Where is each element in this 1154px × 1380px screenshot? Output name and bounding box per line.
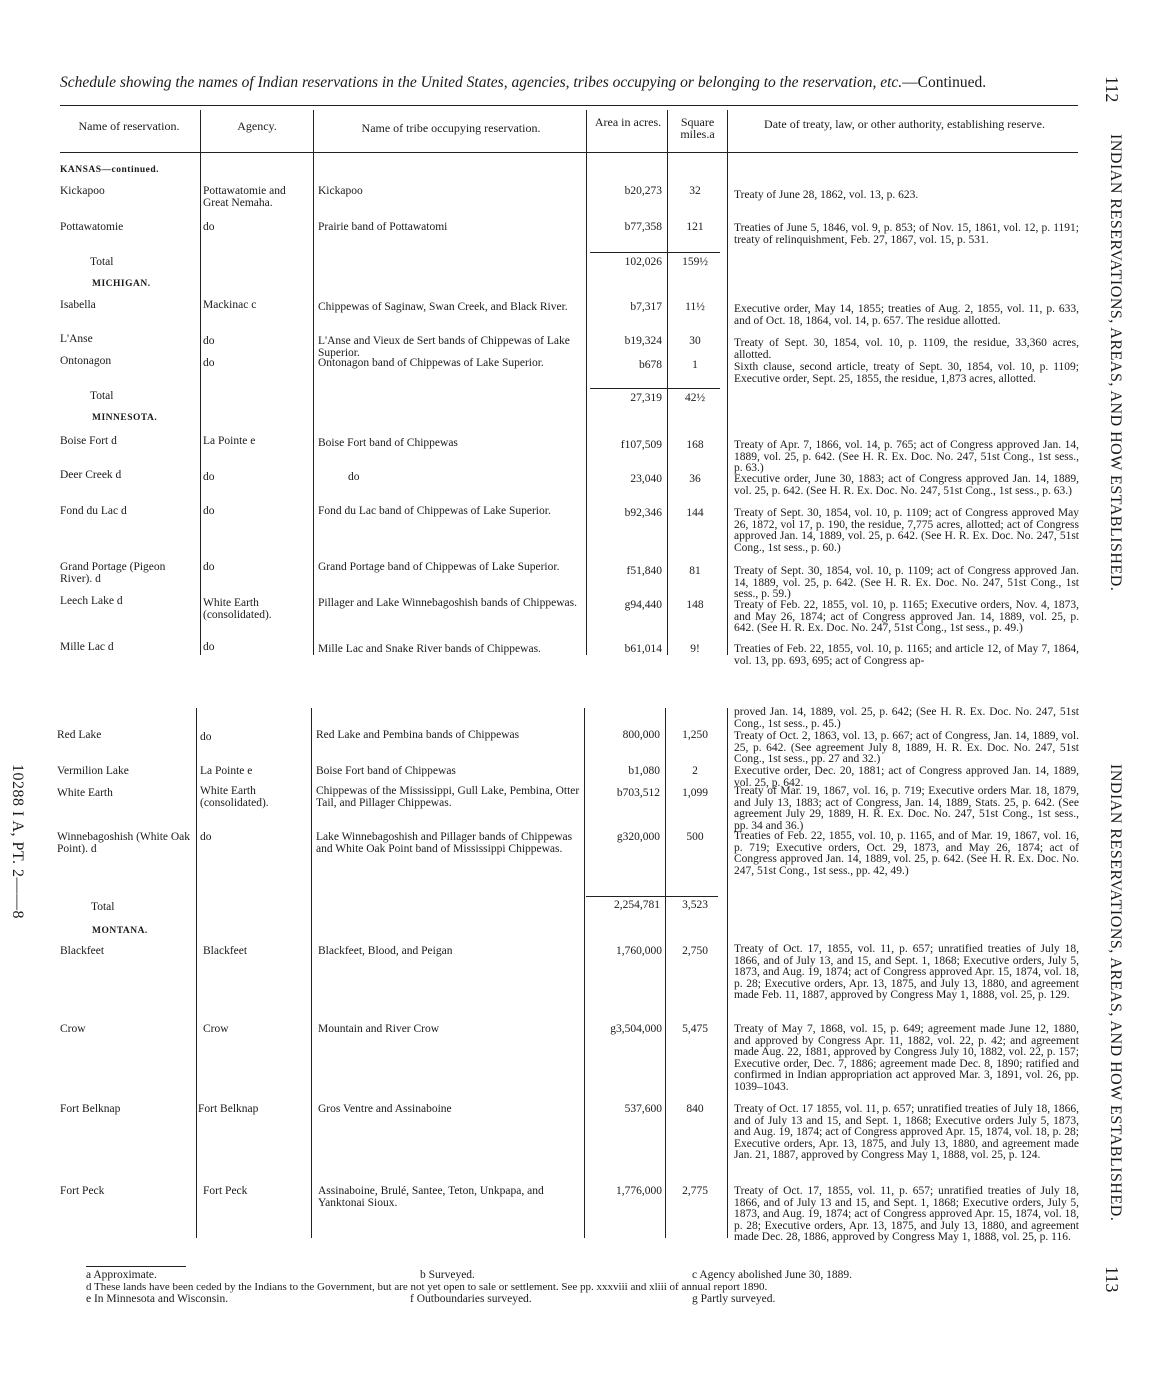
header-area: Area in acres. xyxy=(594,115,662,129)
row-blackfeet-name: Blackfeet xyxy=(60,946,105,957)
state-montana: MONTANA. xyxy=(92,926,148,936)
row-grand-portage-area: f51,840 xyxy=(626,565,662,577)
row-kickapoo-name: Kickapoo xyxy=(60,186,105,197)
footnote-rule xyxy=(86,1266,186,1267)
kansas-total-rule xyxy=(590,252,720,253)
row-fond-du-lac-treaty: Treaty of Sept. 30, 1854, vol. 10, p. 1109; act of Congress approved May 26, 1872, vol 17, p. 190, the residue, 7,775 acres, allotted; act of Congress approved Jan. 14, 1889, vol. 25, p. 642. (See H. R. Ex. Doc. No. 247, 51st Cong., 1st sess., p. 60.) xyxy=(734,507,1079,554)
row-blackfeet-agency: Blackfeet xyxy=(203,945,248,957)
row-mille-lac-treaty: Treaties of Feb. 22, 1855, vol. 10, p. 1165; and article 12, of May 7, 1864, vol. 13, pp. 693, 695; act of Congress ap- xyxy=(734,643,1079,667)
state-minnesota: MINNESOTA. xyxy=(92,413,158,423)
page-title xyxy=(60,74,1080,92)
state-michigan: MICHIGAN. xyxy=(92,279,151,289)
row-white-earth-treaty: Treaty of Mar. 19, 1867, vol. 16, p. 719; Executive orders Mar. 18, 1879, and July 13, 1883; act of Congress, Jan. 14, 1889, Stats. 25, p. 642. (See agreement July 29, 1889, H. R. Ex. Doc. No. 247, 51st Cong., 1st sess., pp. 34 and 36.) xyxy=(734,785,1079,832)
row-grand-portage-tribe: Grand Portage band of Chippewas of Lake Superior. xyxy=(318,561,560,573)
page-number-left: 112 xyxy=(1102,76,1122,103)
row-mille-lac-tribe: Mille Lac and Snake River bands of Chippewas. xyxy=(318,643,541,655)
row-deer-creek-agency: do xyxy=(203,471,215,483)
col-rule-4b xyxy=(665,708,666,1238)
row-ontonagon-agency: do xyxy=(203,357,215,369)
col-rule-2b xyxy=(311,708,312,1238)
footnote-g: g Partly surveyed. xyxy=(692,1293,776,1305)
row-fort-belknap-agency: Fort Belknap xyxy=(198,1103,259,1115)
header-name: Name of reservation. xyxy=(78,119,180,133)
row-pottawatomie-area: b77,358 xyxy=(624,221,662,233)
row-ontonagon-treaty: Sixth clause, second article, treaty of Sept. 30, 1854, vol. 10, p. 1109; Executive order, Sept. 25, 1855, the residue, 1,873 acres, allotted. xyxy=(734,361,1079,385)
row-isabella-name: Isabella xyxy=(60,300,96,311)
row-leech-lake-square: 148 xyxy=(686,599,704,611)
row-ontonagon-area: b678 xyxy=(639,359,662,371)
row-fort-belknap-tribe: Gros Ventre and Assinaboine xyxy=(318,1103,452,1115)
footnote-e: e In Minnesota and Wisconsin. xyxy=(86,1293,229,1305)
minnesota-total-rule xyxy=(586,896,718,897)
row-crow-treaty: Treaty of May 7, 1868, vol. 15, p. 649; agreement made June 12, 1880, and approved by Congress Apr. 11, 1882, vol. 22, p. 42; and agreement made Aug. 22, 1881, approved by Congress July 10, 1882, vol. 22, p. 157; Executive order, Dec. 7, 1886; agreement made Dec. 8, 1890; ratified and confirmed in Indian appropriation act approved Mar. 3, 1891, vol. 26, pp. 1039–1043. xyxy=(734,1023,1079,1093)
row-leech-lake-agency: White Earth (consolidated). xyxy=(203,597,272,621)
row-pottawatomie-agency: do xyxy=(203,221,215,233)
row-deer-creek-square: 36 xyxy=(689,473,701,485)
row-kickapoo-square: 32 xyxy=(689,185,701,197)
row-ontonagon-tribe: Ontonagon band of Chippewas of Lake Superior. xyxy=(318,357,544,369)
row-white-earth-name: White Earth xyxy=(57,787,113,799)
row-mille-lac-area: b61,014 xyxy=(624,643,662,655)
row-leech-lake-tribe: Pillager and Lake Winnebagoshish bands of Chippewas. xyxy=(318,597,577,609)
kansas-total-label: Total xyxy=(90,257,114,268)
row-fort-belknap-treaty: Treaty of Oct. 17 1855, vol. 11, p. 657; unratified treaties of July 18, 1866, and of July 13 and 15, and Sept. 1, 1868; Executive orders July 5, 1873, and Aug. 19, 1874; act of Congress approved Apr. 15, 1874, vol. 18, p. 28; Executive orders, Apr. 13, 1875, and July 13, 1880, and agreement made Jan. 21, 1887, approved by Congress May 1, 1888, vol. 25, p. 124. xyxy=(734,1103,1079,1161)
row-fort-belknap-name: Fort Belknap xyxy=(60,1104,121,1115)
row-winnebagoshish-treaty: Treaties of Feb. 22, 1855, vol. 10, p. 1165, and of Mar. 19, 1867, vol. 16, p. 719; Executive orders, Oct. 29, 1873, and May 26, 1874; act of Congress approved Jan. 14, 1889, vol. 25, p. 642. (See H. R. Ex. Doc. No. 247, 51st Cong., 1st sess., pp. 42, 49.) xyxy=(734,830,1079,877)
header-rule xyxy=(60,152,1078,153)
row-lanse-agency: do xyxy=(203,335,215,347)
row-boise-fort-name: Boise Fort d xyxy=(60,436,117,447)
row-fond-du-lac-tribe: Fond du Lac band of Chippewas of Lake Superior. xyxy=(318,505,551,517)
row-red-lake-square: 1,250 xyxy=(682,729,708,741)
header-square-miles: Square miles.a xyxy=(680,115,715,141)
kansas-total-area: 102,026 xyxy=(624,256,662,268)
row-vermilion-name: Vermilion Lake xyxy=(57,765,129,777)
row-crow-name: Crow xyxy=(60,1024,86,1035)
row-fort-peck-square: 2,775 xyxy=(682,1185,708,1197)
row-winnebagoshish-area: g320,000 xyxy=(616,831,660,843)
row-fort-peck-treaty: Treaty of Oct. 17, 1855, vol. 11, p. 657; unratified treaties of July 18, 1866, and of July 13 and 15, and Sept. 1, 1868; Executive orders, July 5, 1873, and Aug. 19, 1874; act of Congress approved Apr. 15, 1874, vol. 18, p. 28; Executive orders, Apr. 13, 1875, and July 13, 1880, and agreement made Dec. 28, 1886, approved by Congress May 1, 1888, vol. 25, p. 116. xyxy=(734,1185,1079,1243)
row-fond-du-lac-square: 144 xyxy=(686,507,704,519)
row-pottawatomie-name: Pottawatomie xyxy=(60,222,124,233)
michigan-total-square: 42½ xyxy=(684,392,706,404)
row-vermilion-treaty: Executive order, Dec. 20, 1881; act of Congress approved Jan. 14, 1889, vol. 25, p. 642. xyxy=(734,765,1079,789)
row-kickapoo-agency: Pottawatomie and Great Nemaha. xyxy=(203,185,286,209)
footnote-b: b Surveyed. xyxy=(420,1269,475,1281)
row-winnebagoshish-agency: do xyxy=(200,831,212,843)
row-red-lake-area: 800,000 xyxy=(622,729,660,741)
header-agency: Agency. xyxy=(237,119,277,133)
row-lanse-area: b19,324 xyxy=(624,335,662,347)
row-fort-peck-tribe: Assinaboine, Brulé, Santee, Teton, Unkpapa, and Yanktonai Sioux. xyxy=(318,1185,544,1209)
row-blackfeet-tribe: Blackfeet, Blood, and Peigan xyxy=(318,945,453,957)
row-fort-peck-name: Fort Peck xyxy=(60,1186,105,1197)
col-rule-3 xyxy=(586,110,587,655)
row-leech-lake-treaty: Treaty of Feb. 22, 1855, vol. 10, p. 1165; Executive orders, Nov. 4, 1873, and May 26, 1874; act of Congress approved Jan. 14, 1889, vol. 25, p. 642. (See H. R. Ex. Doc. No. 247, 51st Cong., 1st sess., p. 49.) xyxy=(734,599,1079,634)
row-pottawatomie-treaty: Treaties of June 5, 1846, vol. 9, p. 853; of Nov. 15, 1861, vol. 12, p. 1191; treaty of relinquishment, Feb. 27, 1867, vol. 15, p. 531. xyxy=(734,222,1079,246)
michigan-total-area: 27,319 xyxy=(630,392,662,404)
row-lanse-tribe: L'Anse and Vieux de Sert bands of Chippewas of Lake Superior. xyxy=(318,335,570,359)
row-crow-agency: Crow xyxy=(203,1023,229,1035)
minnesota-total-square: 3,523 xyxy=(682,899,708,911)
row-vermilion-area: b1,080 xyxy=(628,765,660,777)
row-fond-du-lac-agency: do xyxy=(203,505,215,517)
row-grand-portage-name: Grand Portage (Pigeon River). d xyxy=(60,562,166,585)
row-deer-creek-name: Deer Creek d xyxy=(60,470,122,481)
row-winnebagoshish-square: 500 xyxy=(686,831,704,843)
row-leech-lake-name: Leech Lake d xyxy=(60,596,123,607)
title-italic: Schedule showing the names of Indian reservations in the United States, agencies, tribes occupying or belonging to the reservation, etc. xyxy=(60,74,903,91)
row-pottawatomie-square: 121 xyxy=(686,221,704,233)
col-rule-2 xyxy=(313,110,314,655)
row-fort-belknap-area: 537,600 xyxy=(624,1103,662,1115)
minnesota-total-area: 2,254,781 xyxy=(614,899,660,911)
row-blackfeet-area: 1,760,000 xyxy=(616,945,662,957)
row-fort-peck-area: 1,776,000 xyxy=(616,1185,662,1197)
col-rule-5 xyxy=(727,110,728,655)
footnote-d: d These lands have been ceded by the Indians to the Government, but are not yet open to sale or settlement. See pp. xxxviii and xliii of annual report 1890. xyxy=(86,1281,768,1293)
row-leech-lake-area: g94,440 xyxy=(624,599,662,611)
row-boise-fort-tribe: Boise Fort band of Chippewas xyxy=(318,437,458,449)
row-isabella-treaty: Executive order, May 14, 1855; treaties of Aug. 2, 1855, vol. 11, p. 633, and of Oct. 18, 1864, vol. 14, p. 657. The residue allotted. xyxy=(734,303,1079,327)
row-kickapoo-treaty: Treaty of June 28, 1862, vol. 13, p. 623. xyxy=(734,189,919,201)
michigan-total-rule xyxy=(590,388,720,389)
row-mille-lac-agency: do xyxy=(203,641,215,653)
row-pottawatomie-tribe: Prairie band of Pottawatomi xyxy=(318,221,448,233)
row-grand-portage-square: 81 xyxy=(689,565,701,577)
michigan-total-label: Total xyxy=(90,391,114,402)
row-white-earth-agency: White Earth (consolidated). xyxy=(200,785,269,809)
row-red-lake-treaty: Treaty of Oct. 2, 1863, vol. 13, p. 667; act of Congress, Jan. 14, 1889, vol. 25, p. 642. (See agreement July 8, 1889, H. R. Ex. Doc. No. 247, 51st Cong., 1st sess., pp. 27 and 32.) xyxy=(734,730,1079,765)
col-rule-4 xyxy=(667,110,668,655)
row-boise-fort-agency: La Pointe e xyxy=(203,435,256,447)
row-crow-area: g3,504,000 xyxy=(610,1023,662,1035)
row-white-earth-area: b703,512 xyxy=(616,787,660,799)
row-vermilion-tribe: Boise Fort band of Chippewas xyxy=(316,765,456,777)
footnote-c: c Agency abolished June 30, 1889. xyxy=(692,1269,853,1281)
row-lanse-square: 30 xyxy=(689,335,701,347)
row-boise-fort-area: f107,509 xyxy=(620,439,662,451)
row-ontonagon-name: Ontonagon xyxy=(60,356,112,367)
row-red-lake-agency: do xyxy=(200,731,212,743)
row-ontonagon-square: 1 xyxy=(692,359,698,371)
row-isabella-tribe: Chippewas of Saginaw, Swan Creek, and Black River. xyxy=(318,301,568,313)
footnote-f: f Outboundaries surveyed. xyxy=(410,1293,532,1305)
row-vermilion-square: 2 xyxy=(692,765,698,777)
row-deer-creek-area: 23,040 xyxy=(630,473,662,485)
row-fond-du-lac-name: Fond du Lac d xyxy=(60,506,127,517)
top-rule xyxy=(60,105,1078,106)
page-number-right: 113 xyxy=(1102,1266,1122,1293)
row-crow-tribe: Mountain and River Crow xyxy=(318,1023,440,1035)
footnote-a: a Approximate. xyxy=(86,1269,157,1281)
row-lanse-name: L'Anse xyxy=(60,334,93,345)
row-red-lake-tribe: Red Lake and Pembina bands of Chippewas xyxy=(316,729,520,741)
signature-mark: 10288 I A, PT. 2——8 xyxy=(9,764,26,919)
row-deer-creek-treaty: Executive order, June 30, 1883; act of Congress approved Jan. 14, 1889, vol. 25, p. 642. (See H. R. Ex. Doc. No. 247, 51st Cong., 1st sess., p. 63.) xyxy=(734,473,1079,497)
row-boise-fort-square: 168 xyxy=(686,439,704,451)
row-fort-belknap-square: 840 xyxy=(686,1103,704,1115)
header-tribe: Name of tribe occupying reservation. xyxy=(361,121,541,135)
row-isabella-area: b7,317 xyxy=(630,301,662,313)
row-lanse-treaty: Treaty of Sept. 30, 1854, vol. 10, p. 1109, the residue, 33,360 acres, allotted. xyxy=(734,337,1079,361)
row-red-lake-name: Red Lake xyxy=(57,729,102,741)
col-rule-1 xyxy=(200,110,201,655)
row-mille-lac-name: Mille Lac d xyxy=(60,642,114,653)
col-rule-5b xyxy=(727,708,728,1238)
row-deer-creek-tribe: do xyxy=(348,471,360,483)
row-white-earth-tribe: Chippewas of the Mississippi, Gull Lake, Pembina, Otter Tail, and Pillager Chippewas. xyxy=(316,785,580,809)
kansas-total-square: 159½ xyxy=(682,256,708,268)
row-fond-du-lac-area: b92,346 xyxy=(624,507,662,519)
row-vermilion-agency: La Pointe e xyxy=(200,765,253,777)
row-mille-lac-treaty-cont: proved Jan. 14, 1889, vol. 25, p. 642; (See H. R. Ex. Doc. No. 247, 51st Cong., 1st sess., p. 45.) xyxy=(734,706,1079,730)
row-grand-portage-treaty: Treaty of Sept. 30, 1854, vol. 10, p. 1109; act of Congress approved Jan. 14, 1889, vol. 25, p. 642. (See H. R. Ex. Doc. No. 247, 51st Cong., 1st sess., p. 59.) xyxy=(734,565,1079,600)
row-crow-square: 5,475 xyxy=(682,1023,708,1035)
running-head-bottom: INDIAN RESERVATIONS, AREAS, AND HOW ESTABLISHED. xyxy=(1107,764,1124,1222)
col-rule-3b xyxy=(584,708,585,1238)
row-winnebagoshish-tribe: Lake Winnebagoshish and Pillager bands of Chippewas and White Oak Point band of Mississippi Chippewas. xyxy=(316,831,573,855)
row-blackfeet-treaty: Treaty of Oct. 17, 1855, vol. 11, p. 657; unratified treaties of July 18, 1866, and of July 13, and 15, and Sept. 1, 1868; Executive orders, July 5, 1873, and Aug. 19, 1874; act of Congress approved Apr. 15, 1874, vol. 18, p. 28; Executive orders, Apr. 13, 1875, and July 13, 1880, and agreement made Feb. 11, 1887, approved by Congress May 1, 1888, vol. 25, p. 129. xyxy=(734,943,1079,1001)
row-blackfeet-square: 2,750 xyxy=(682,945,708,957)
row-kickapoo-area: b20,273 xyxy=(624,185,662,197)
running-head-top: INDIAN RESERVATIONS, AREAS, AND HOW ESTABLISHED. xyxy=(1107,134,1124,592)
row-fort-peck-agency: Fort Peck xyxy=(203,1185,248,1197)
row-isabella-square: 11½ xyxy=(685,301,705,313)
header-treaty: Date of treaty, law, or other authority, establishing reserve. xyxy=(764,117,1045,131)
title-suffix: —Continued. xyxy=(902,74,987,91)
state-kansas: KANSAS—continued. xyxy=(60,165,160,175)
row-winnebagoshish-name: Winnebagoshish (White Oak Point). d xyxy=(57,831,191,855)
row-isabella-agency: Mackinac c xyxy=(203,299,257,311)
row-white-earth-square: 1,099 xyxy=(682,787,708,799)
row-kickapoo-tribe: Kickapoo xyxy=(318,185,363,197)
row-mille-lac-square: 9! xyxy=(690,643,700,655)
row-grand-portage-agency: do xyxy=(203,561,215,573)
minnesota-total-label: Total xyxy=(91,901,115,913)
row-boise-fort-treaty: Treaty of Apr. 7, 1866, vol. 14, p. 765; act of Congress approved Jan. 14, 1889, vol. 25, p. 642. (See H. R. Ex. Doc. No. 247, 51st Cong., 1st sess., p. 63.) xyxy=(734,439,1079,474)
